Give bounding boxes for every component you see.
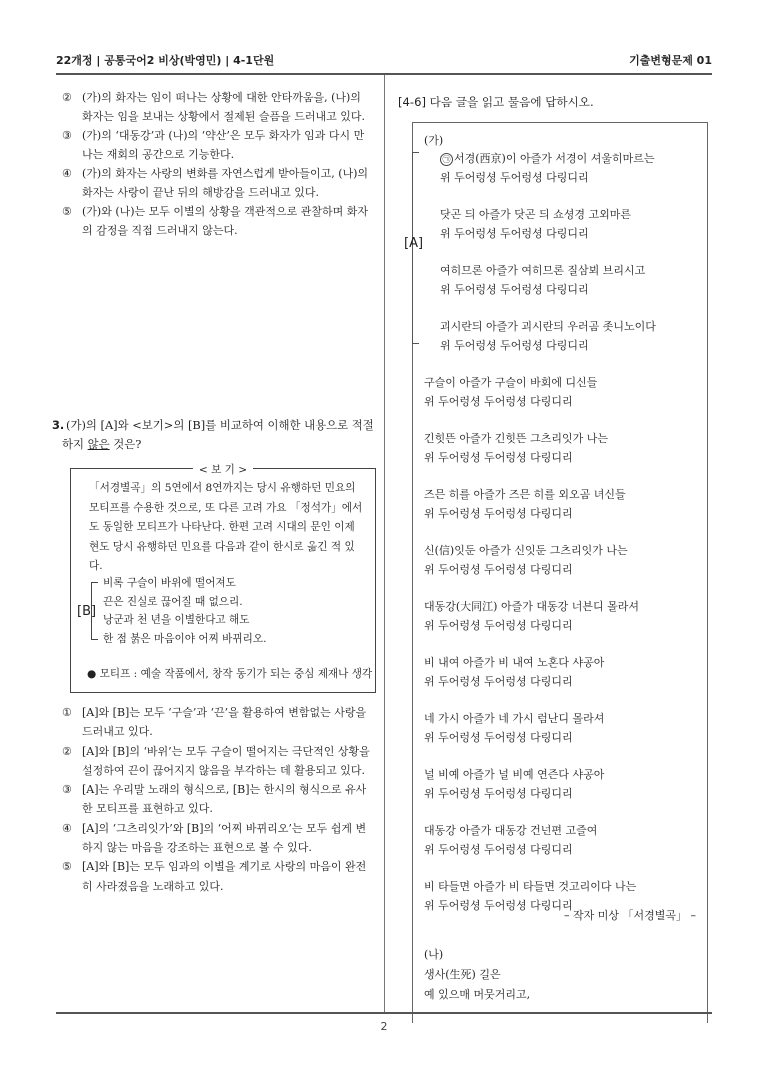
- poem-line: 여히므론 아즐가 여히므론 질삼뵈 브리시고: [440, 264, 646, 277]
- page-number: 2: [380, 1020, 388, 1033]
- poem-line: 위 두어렁셩 두어렁셩 다링디리: [424, 451, 573, 464]
- poem-line: 위 두어렁셩 두어렁셩 다링디리: [440, 339, 589, 352]
- poem-line: 위 두어렁셩 두어렁셩 다링디리: [440, 171, 589, 184]
- author-credit: – 작자 미상 「서경별곡」 –: [564, 909, 696, 922]
- question-3: [52, 416, 374, 454]
- question-number: 3.: [52, 418, 65, 432]
- poem-line: 위 두어렁셩 두어렁셩 다링디리: [440, 283, 589, 296]
- poem-line: 널 비예 아즐가 널 비예 연즌다 샤공아: [424, 768, 605, 781]
- q3-option[interactable]: ① [A]와 [B]는 모두 ‘구슬’과 ‘끈’을 활용하여 변함없는 사랑을 드러내고 있다.: [62, 706, 367, 739]
- q3-options: [62, 703, 374, 896]
- poem-line: 비 내여 아즐가 비 내여 노혼다 샤공아: [424, 656, 605, 669]
- b-bracket: [91, 582, 98, 640]
- bogi-box: [70, 464, 376, 693]
- circle-marker: ㉠: [440, 153, 453, 166]
- poem-line: 위 두어렁셩 두어렁셩 다링디리: [424, 787, 573, 800]
- b-poem: 비록 구슬이 바위에 떨어져도 끈은 진실로 끊어질 때 없으리. 낭군과 천 년을 이별한다고 해도 한 점 붉은 마음이야 어찌 바뀌리오.: [103, 577, 267, 645]
- page-header: [56, 52, 712, 70]
- q2-options: [62, 88, 374, 240]
- poem-line: 위 두어렁셩 두어렁셩 다링디리: [440, 227, 589, 240]
- poem-line: 네 가시 아즐가 네 가시 럼난디 몰라셔: [424, 712, 605, 725]
- poem-line: 괴시란듸 아즐가 괴시란듸 우러곰 좃니노이다: [440, 320, 656, 333]
- question-stem: (가)의 [A]와 <보기>의 [B]를 비교하여 이해한 내용으로 적절하지 않은 것은?: [62, 418, 374, 451]
- poem-line: 닷곤 듸 아즐가 닷곤 듸 쇼셩경 고외마른: [440, 208, 631, 221]
- q3-option[interactable]: ④ [A]의 ‘그츠리잇가’와 [B]의 ‘어찌 바뀌리오’는 모두 쉽게 변하지 않는 마음을 강조하는 표현으로 볼 수 있다.: [62, 821, 367, 855]
- section-ga-label: (가): [424, 134, 444, 147]
- poem-line: 위 두어렁셩 두어렁셩 다링디리: [424, 563, 573, 576]
- left-column: [52, 88, 374, 893]
- poem-line: 즈믄 히를 아즐가 즈믄 히를 외오곰 녀신들: [424, 488, 626, 501]
- header-course: 22개정 | 공통국어2 비상(박영민) | 4-1단원: [56, 54, 275, 67]
- footer-rule: [56, 1012, 712, 1014]
- poem-line: 대동강 아즐가 대동강 건넌편 고즐여: [424, 824, 598, 837]
- poem-line: 위 두어렁셩 두어렁셩 다링디리: [424, 507, 573, 520]
- poem-line: 구슬이 아즐가 구슬이 바회에 디신들: [424, 376, 598, 389]
- poem-line: 위 두어렁셩 두어렁셩 다링디리: [424, 619, 573, 632]
- q3-option[interactable]: ② [A]와 [B]의 ‘바위’는 모두 구슬이 떨어지는 극단적인 상황을 설정하여 끈이 끊어지지 않음을 부각하는 데 활용되고 있다.: [62, 744, 370, 777]
- poem-line: 생사(生死) 길은: [424, 968, 501, 981]
- poem-line: 대동강(大同江) 아즐가 대동강 너븐디 몰라셔: [424, 600, 639, 613]
- poem-line: 위 두어렁셩 두어렁셩 다링디리: [424, 395, 573, 408]
- bogi-text: 「서경별곡」의 5연에서 8연까지는 당시 유행하던 민요의 모티프를 수용한 것으로, 또 다른 고려 가요 「정석가」에서도 동일한 모티프가 나타난다. 한편 고려 시대의 문인 이제현도 당시 유행하던 민요를 다음과 같이 한시로 옮긴 적 있다.: [89, 482, 363, 573]
- header-title: 기출변형문제 01: [629, 54, 712, 67]
- poem-line: 위 두어렁셩 두어렁셩 다링디리: [424, 675, 573, 688]
- q2-option[interactable]: ④ (가)의 화자는 사랑의 변화를 자연스럽게 받아들이고, (나)의 화자는 사랑이 끝난 뒤의 해방감을 드러내고 있다.: [62, 167, 369, 199]
- section-na-label: (나): [424, 948, 444, 961]
- poem-line: 예 있으매 머뭇거리고,: [424, 988, 531, 1001]
- q2-option[interactable]: ② (가)의 화자는 임이 떠나는 상황에 대한 안타까움을, (나)의 화자는 임을 보내는 상황에서 절제된 슬픔을 드러내고 있다.: [62, 91, 365, 123]
- column-divider: [384, 75, 385, 1013]
- poem-line: 비 타들면 아즐가 비 타들면 것고리이다 나는: [424, 880, 637, 893]
- poem-line: 긴힛뜬 아즐가 긴힛뜬 그츠리잇가 나는: [424, 432, 609, 445]
- bogi-title: < 보 기 >: [193, 464, 253, 476]
- poem-line: 위 두어렁셩 두어렁셩 다링디리: [424, 843, 573, 856]
- motif-note: ● 모티프 : 예술 작품에서, 창작 동기가 되는 중심 제재나 생각: [87, 668, 373, 680]
- b-label: [B]: [77, 604, 97, 619]
- poem-line: ㉠ 서경(西京)이 아즐가 서경이 셔울히마르는: [440, 150, 654, 166]
- poem-line: 신(信)잇둔 아즐가 신잇둔 그츠리잇가 나는: [424, 544, 628, 557]
- q2-option[interactable]: ⑤ (가)와 (나)는 모두 이별의 상황을 객관적으로 관찰하며 화자의 감정을 직접 드러내지 않는다.: [62, 205, 369, 237]
- poem-line: 위 두어렁셩 두어렁셩 다링디리: [424, 731, 573, 744]
- poem-line: 위 두어렁셩 두어렁셩 다링디리: [424, 899, 573, 912]
- q3-option[interactable]: ⑤ [A]와 [B]는 모두 임과의 이별을 계기로 사랑의 마음이 완전히 사라졌음을 노래하고 있다.: [62, 860, 367, 893]
- q3-option[interactable]: ③ [A]는 우리말 노래의 형식으로, [B]는 한시의 형식으로 유사한 모티프를 표현하고 있다.: [62, 783, 367, 816]
- q2-option[interactable]: ③ (가)의 ‘대동강’과 (나)의 ‘약산’은 모두 화자가 임과 다시 만나는 재회의 공간으로 기능한다.: [62, 129, 365, 161]
- passage-instruction: [4-6] 다음 글을 읽고 물음에 답하시오.: [398, 95, 594, 109]
- a-label: [A]: [404, 236, 424, 251]
